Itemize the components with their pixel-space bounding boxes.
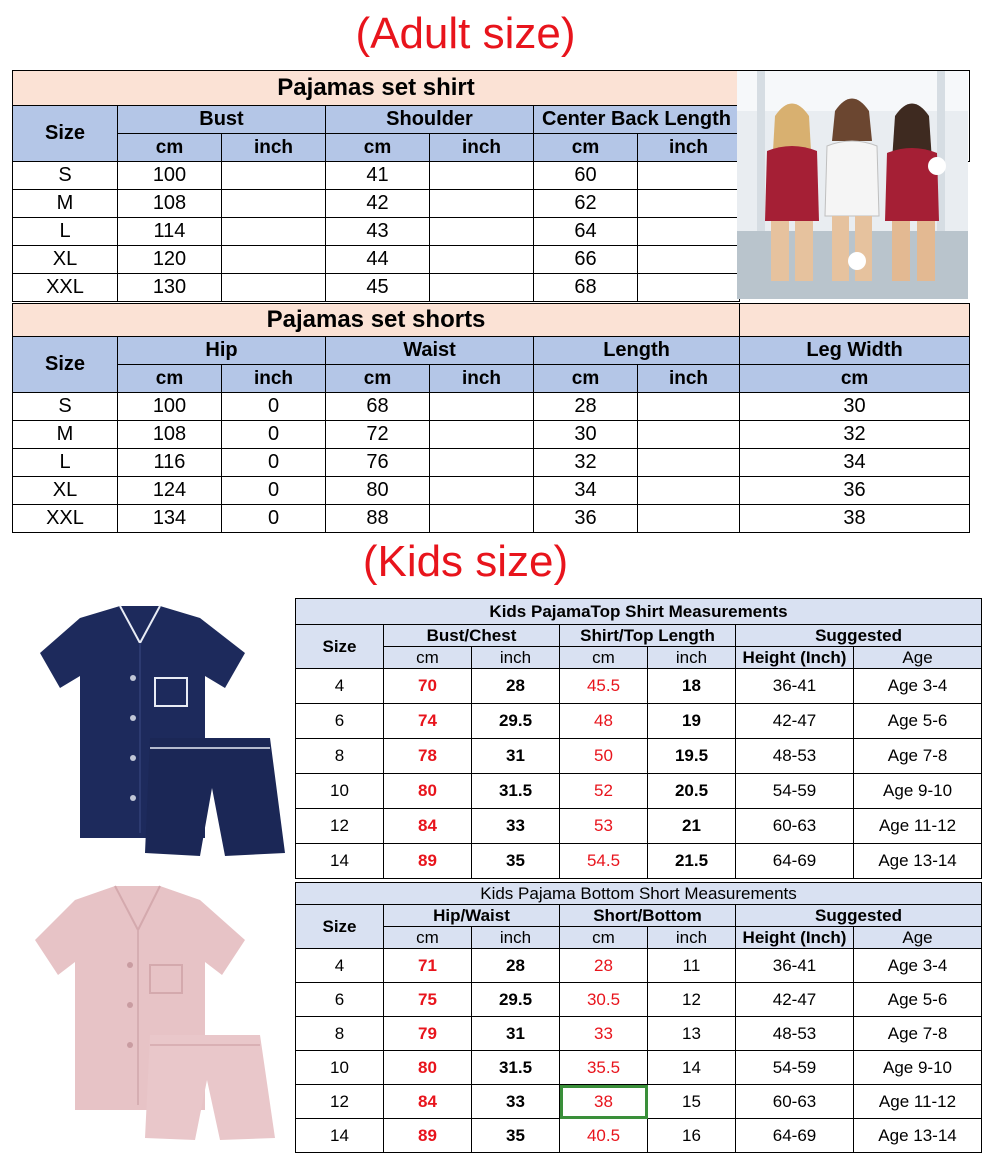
table-cell[interactable]: 68 bbox=[534, 274, 638, 302]
table-cell[interactable]: 29.5 bbox=[472, 704, 560, 739]
size-cell[interactable]: 8 bbox=[296, 1017, 384, 1051]
table-cell[interactable]: 52 bbox=[560, 774, 648, 809]
size-cell[interactable]: XXL bbox=[13, 274, 118, 302]
unit-header: cm bbox=[118, 365, 222, 393]
size-cell[interactable]: 6 bbox=[296, 983, 384, 1017]
size-cell[interactable]: 10 bbox=[296, 1051, 384, 1085]
kids-bottom-length-header: Short/Bottom bbox=[560, 905, 736, 927]
table-cell[interactable]: 80 bbox=[326, 477, 430, 505]
unit-header: inch bbox=[472, 927, 560, 949]
table-cell[interactable]: 0 bbox=[222, 477, 326, 505]
table-cell[interactable]: 35.5 bbox=[560, 1051, 648, 1085]
table-cell[interactable]: 48 bbox=[560, 704, 648, 739]
table-cell[interactable]: 64 bbox=[534, 218, 638, 246]
table-cell[interactable]: 88 bbox=[326, 505, 430, 533]
unit-header: cm bbox=[534, 134, 638, 162]
table-cell[interactable]: 28 bbox=[472, 949, 560, 983]
table-cell[interactable] bbox=[222, 274, 326, 302]
table-cell[interactable]: Age 7-8 bbox=[854, 739, 982, 774]
table-row bbox=[296, 704, 982, 739]
table-cell[interactable] bbox=[430, 162, 534, 190]
unit-header: Age bbox=[854, 927, 982, 949]
table-cell[interactable]: Age 11-12 bbox=[854, 1085, 982, 1119]
table-cell[interactable] bbox=[222, 246, 326, 274]
table-cell[interactable]: 66 bbox=[534, 246, 638, 274]
table-cell[interactable]: 35 bbox=[472, 844, 560, 879]
table-cell[interactable]: 42 bbox=[326, 190, 430, 218]
unit-header: cm bbox=[384, 927, 472, 949]
kids-top-bust-header: Bust/Chest bbox=[384, 625, 560, 647]
table-cell[interactable]: 31 bbox=[472, 739, 560, 774]
navy-kids-pajama-image bbox=[0, 598, 293, 878]
table-cell[interactable]: 79 bbox=[384, 1017, 472, 1051]
table-cell[interactable]: 32 bbox=[534, 449, 638, 477]
table-cell[interactable]: 36 bbox=[740, 477, 970, 505]
table-row bbox=[296, 669, 982, 704]
kids-size-heading: (Kids size) bbox=[362, 537, 569, 586]
unit-header: cm bbox=[118, 134, 222, 162]
table-cell[interactable]: Age 9-10 bbox=[854, 774, 982, 809]
table-cell[interactable]: 42-47 bbox=[736, 704, 854, 739]
table-cell[interactable]: 68 bbox=[326, 393, 430, 421]
table-cell[interactable]: 33 bbox=[560, 1017, 648, 1051]
adult-shorts-table bbox=[12, 303, 970, 533]
table-cell[interactable]: 20.5 bbox=[648, 774, 736, 809]
shirt-back-length-header: Center Back Length bbox=[534, 106, 740, 134]
table-cell[interactable]: 70 bbox=[384, 669, 472, 704]
table-cell[interactable]: 38 bbox=[560, 1085, 648, 1119]
unit-header: inch bbox=[430, 134, 534, 162]
photo-three-women bbox=[737, 71, 968, 299]
table-cell[interactable]: 40.5 bbox=[560, 1119, 648, 1153]
table-cell[interactable]: 84 bbox=[384, 809, 472, 844]
size-cell[interactable]: M bbox=[13, 190, 118, 218]
table-cell[interactable]: 60-63 bbox=[736, 1085, 854, 1119]
table-row bbox=[296, 1017, 982, 1051]
unit-header: inch bbox=[222, 134, 326, 162]
size-cell[interactable]: L bbox=[13, 218, 118, 246]
table-cell[interactable]: 100 bbox=[118, 162, 222, 190]
table-cell[interactable]: 74 bbox=[384, 704, 472, 739]
table-cell[interactable]: 0 bbox=[222, 449, 326, 477]
table-cell[interactable]: 76 bbox=[326, 449, 430, 477]
shirt-bust-header: Bust bbox=[118, 106, 326, 134]
kids-top-title: Kids PajamaTop Shirt Measurements bbox=[296, 599, 982, 625]
peach-filler bbox=[740, 304, 970, 337]
table-row bbox=[296, 774, 982, 809]
table-cell[interactable]: 15 bbox=[648, 1085, 736, 1119]
shirt-shoulder-header: Shoulder bbox=[326, 106, 534, 134]
table-cell[interactable]: 21.5 bbox=[648, 844, 736, 879]
table-row bbox=[13, 449, 970, 477]
shorts-length-header: Length bbox=[534, 337, 740, 365]
table-cell[interactable]: 53 bbox=[560, 809, 648, 844]
table-cell[interactable]: Age 5-6 bbox=[854, 983, 982, 1017]
shorts-leg-width-header: Leg Width bbox=[740, 337, 970, 365]
unit-header: Height (Inch) bbox=[736, 927, 854, 949]
size-cell[interactable]: M bbox=[13, 421, 118, 449]
table-cell[interactable]: 44 bbox=[326, 246, 430, 274]
table-cell[interactable]: 28 bbox=[560, 949, 648, 983]
table-row bbox=[296, 949, 982, 983]
table-row bbox=[13, 505, 970, 533]
table-cell[interactable]: Age 9-10 bbox=[854, 1051, 982, 1085]
table-cell[interactable]: Age 13-14 bbox=[854, 1119, 982, 1153]
shorts-hip-header: Hip bbox=[118, 337, 326, 365]
table-cell[interactable]: 19.5 bbox=[648, 739, 736, 774]
table-cell[interactable]: 71 bbox=[384, 949, 472, 983]
table-cell[interactable]: Age 7-8 bbox=[854, 1017, 982, 1051]
table-cell[interactable] bbox=[638, 274, 740, 302]
unit-header: inch bbox=[638, 365, 740, 393]
size-cell[interactable]: 14 bbox=[296, 1119, 384, 1153]
unit-header: inch bbox=[472, 647, 560, 669]
unit-header: cm bbox=[384, 647, 472, 669]
size-cell[interactable]: 4 bbox=[296, 669, 384, 704]
table-cell[interactable] bbox=[430, 218, 534, 246]
kids-bottom-hip-header: Hip/Waist bbox=[384, 905, 560, 927]
table-cell[interactable]: 116 bbox=[118, 449, 222, 477]
size-cell[interactable]: S bbox=[13, 162, 118, 190]
table-cell[interactable] bbox=[638, 449, 740, 477]
table-cell[interactable]: 130 bbox=[118, 274, 222, 302]
table-cell[interactable]: 33 bbox=[472, 1085, 560, 1119]
table-cell[interactable]: 21 bbox=[648, 809, 736, 844]
table-cell[interactable] bbox=[222, 162, 326, 190]
women-pajamas-photo-icon bbox=[737, 71, 968, 299]
kids-bottom-suggested-header: Suggested bbox=[736, 905, 982, 927]
table-cell[interactable]: 30 bbox=[534, 421, 638, 449]
size-cell[interactable]: XL bbox=[13, 477, 118, 505]
size-cell[interactable]: 12 bbox=[296, 809, 384, 844]
table-cell[interactable]: 54-59 bbox=[736, 774, 854, 809]
table-cell[interactable]: 36 bbox=[534, 505, 638, 533]
table-cell[interactable] bbox=[638, 246, 740, 274]
table-cell[interactable]: 35 bbox=[472, 1119, 560, 1153]
table-cell[interactable]: 0 bbox=[222, 505, 326, 533]
table-cell[interactable]: 89 bbox=[384, 1119, 472, 1153]
unit-header: Height (Inch) bbox=[736, 647, 854, 669]
table-cell[interactable]: 42-47 bbox=[736, 983, 854, 1017]
table-cell[interactable]: 31.5 bbox=[472, 774, 560, 809]
unit-header: cm bbox=[560, 647, 648, 669]
table-cell[interactable]: 45.5 bbox=[560, 669, 648, 704]
table-cell[interactable]: 120 bbox=[118, 246, 222, 274]
table-cell[interactable]: 29.5 bbox=[472, 983, 560, 1017]
table-row bbox=[296, 1051, 982, 1085]
table-cell[interactable] bbox=[638, 393, 740, 421]
unit-header: cm bbox=[534, 365, 638, 393]
size-cell[interactable]: 8 bbox=[296, 739, 384, 774]
table-row bbox=[13, 421, 970, 449]
table-cell[interactable]: 12 bbox=[648, 983, 736, 1017]
table-cell[interactable] bbox=[638, 162, 740, 190]
table-cell[interactable]: 134 bbox=[118, 505, 222, 533]
kids-bottom-short-table bbox=[295, 882, 982, 1153]
table-cell[interactable]: Age 13-14 bbox=[854, 844, 982, 879]
table-cell[interactable] bbox=[430, 477, 534, 505]
table-cell[interactable]: 60 bbox=[534, 162, 638, 190]
table-cell[interactable]: 54-59 bbox=[736, 1051, 854, 1085]
table-cell[interactable] bbox=[430, 449, 534, 477]
table-cell[interactable]: 45 bbox=[326, 274, 430, 302]
table-cell[interactable] bbox=[430, 246, 534, 274]
kids-top-shirt-table bbox=[295, 598, 982, 879]
table-cell[interactable] bbox=[430, 274, 534, 302]
table-cell[interactable] bbox=[638, 477, 740, 505]
unit-header: inch bbox=[222, 365, 326, 393]
size-cell[interactable]: 10 bbox=[296, 774, 384, 809]
shorts-size-header: Size bbox=[13, 337, 118, 393]
table-cell[interactable]: 72 bbox=[326, 421, 430, 449]
table-cell[interactable] bbox=[222, 218, 326, 246]
table-cell[interactable]: 14 bbox=[648, 1051, 736, 1085]
table-cell[interactable] bbox=[430, 393, 534, 421]
shorts-table-title: Pajamas set shorts bbox=[13, 304, 740, 337]
table-cell[interactable]: 34 bbox=[740, 449, 970, 477]
size-cell[interactable]: 6 bbox=[296, 704, 384, 739]
table-row bbox=[296, 739, 982, 774]
pink-kids-pajama-image bbox=[0, 880, 293, 1160]
table-cell[interactable]: Age 3-4 bbox=[854, 669, 982, 704]
kids-top-size-header: Size bbox=[296, 625, 384, 669]
table-cell[interactable]: 54.5 bbox=[560, 844, 648, 879]
table-cell[interactable]: 43 bbox=[326, 218, 430, 246]
table-cell[interactable]: 64-69 bbox=[736, 844, 854, 879]
size-cell[interactable]: 12 bbox=[296, 1085, 384, 1119]
table-cell[interactable] bbox=[638, 190, 740, 218]
table-cell[interactable] bbox=[430, 421, 534, 449]
table-cell[interactable] bbox=[638, 218, 740, 246]
unit-header: cm bbox=[560, 927, 648, 949]
size-cell[interactable]: 4 bbox=[296, 949, 384, 983]
unit-header: inch bbox=[648, 927, 736, 949]
kids-top-length-header: Shirt/Top Length bbox=[560, 625, 736, 647]
table-cell[interactable]: 64-69 bbox=[736, 1119, 854, 1153]
navy-pajama-set-icon bbox=[0, 598, 293, 878]
table-cell[interactable]: 30 bbox=[740, 393, 970, 421]
table-cell[interactable]: 50 bbox=[560, 739, 648, 774]
unit-header: inch bbox=[430, 365, 534, 393]
unit-header: inch bbox=[648, 647, 736, 669]
table-cell[interactable]: 78 bbox=[384, 739, 472, 774]
table-cell[interactable]: 75 bbox=[384, 983, 472, 1017]
table-cell[interactable]: 28 bbox=[472, 669, 560, 704]
table-cell[interactable]: 108 bbox=[118, 190, 222, 218]
table-cell[interactable]: 100 bbox=[118, 393, 222, 421]
table-cell[interactable]: 33 bbox=[472, 809, 560, 844]
table-cell[interactable]: 41 bbox=[326, 162, 430, 190]
table-cell[interactable]: 80 bbox=[384, 774, 472, 809]
table-cell[interactable]: 16 bbox=[648, 1119, 736, 1153]
table-row bbox=[296, 809, 982, 844]
table-cell[interactable]: 80 bbox=[384, 1051, 472, 1085]
table-row bbox=[296, 1119, 982, 1153]
unit-header: Age bbox=[854, 647, 982, 669]
pink-pajama-set-icon bbox=[0, 880, 293, 1160]
table-cell[interactable]: 30.5 bbox=[560, 983, 648, 1017]
table-cell[interactable]: 0 bbox=[222, 421, 326, 449]
adult-size-heading: (Adult size) bbox=[355, 9, 576, 58]
table-row bbox=[296, 983, 982, 1017]
table-cell[interactable]: 28 bbox=[534, 393, 638, 421]
table-cell[interactable]: 84 bbox=[384, 1085, 472, 1119]
table-cell[interactable]: 38 bbox=[740, 505, 970, 533]
table-cell[interactable] bbox=[430, 190, 534, 218]
table-cell[interactable]: 62 bbox=[534, 190, 638, 218]
table-cell[interactable]: 13 bbox=[648, 1017, 736, 1051]
table-cell[interactable]: 114 bbox=[118, 218, 222, 246]
shirt-table-title: Pajamas set shirt bbox=[13, 71, 740, 106]
table-row bbox=[13, 393, 970, 421]
table-cell[interactable]: 48-53 bbox=[736, 1017, 854, 1051]
table-cell[interactable]: 36-41 bbox=[736, 669, 854, 704]
table-cell[interactable]: 18 bbox=[648, 669, 736, 704]
table-row bbox=[296, 1085, 982, 1119]
unit-header: cm bbox=[326, 134, 430, 162]
table-cell[interactable] bbox=[222, 190, 326, 218]
table-cell[interactable]: 124 bbox=[118, 477, 222, 505]
table-row bbox=[13, 477, 970, 505]
size-cell[interactable]: S bbox=[13, 393, 118, 421]
kids-bottom-size-header: Size bbox=[296, 905, 384, 949]
table-cell[interactable]: 34 bbox=[534, 477, 638, 505]
table-cell[interactable]: 32 bbox=[740, 421, 970, 449]
table-cell[interactable]: 36-41 bbox=[736, 949, 854, 983]
size-cell[interactable]: L bbox=[13, 449, 118, 477]
unit-header: cm bbox=[740, 365, 970, 393]
table-cell[interactable]: 89 bbox=[384, 844, 472, 879]
table-cell[interactable]: 19 bbox=[648, 704, 736, 739]
table-cell[interactable] bbox=[638, 505, 740, 533]
table-cell[interactable]: 31 bbox=[472, 1017, 560, 1051]
table-cell[interactable]: 48-53 bbox=[736, 739, 854, 774]
table-cell[interactable] bbox=[638, 421, 740, 449]
table-cell[interactable]: 11 bbox=[648, 949, 736, 983]
table-cell[interactable]: 0 bbox=[222, 393, 326, 421]
table-cell[interactable]: 31.5 bbox=[472, 1051, 560, 1085]
unit-header: inch bbox=[638, 134, 740, 162]
table-row bbox=[296, 844, 982, 879]
size-cell[interactable]: XL bbox=[13, 246, 118, 274]
unit-header: cm bbox=[326, 365, 430, 393]
table-cell[interactable]: Age 11-12 bbox=[854, 809, 982, 844]
kids-top-suggested-header: Suggested bbox=[736, 625, 982, 647]
size-cell[interactable]: XXL bbox=[13, 505, 118, 533]
table-cell[interactable]: Age 3-4 bbox=[854, 949, 982, 983]
size-cell[interactable]: 14 bbox=[296, 844, 384, 879]
shorts-waist-header: Waist bbox=[326, 337, 534, 365]
table-cell[interactable]: 108 bbox=[118, 421, 222, 449]
shirt-size-header: Size bbox=[13, 106, 118, 162]
kids-bottom-title: Kids Pajama Bottom Short Measurements bbox=[296, 883, 982, 905]
table-cell[interactable]: 60-63 bbox=[736, 809, 854, 844]
table-cell[interactable]: Age 5-6 bbox=[854, 704, 982, 739]
table-cell[interactable] bbox=[430, 505, 534, 533]
